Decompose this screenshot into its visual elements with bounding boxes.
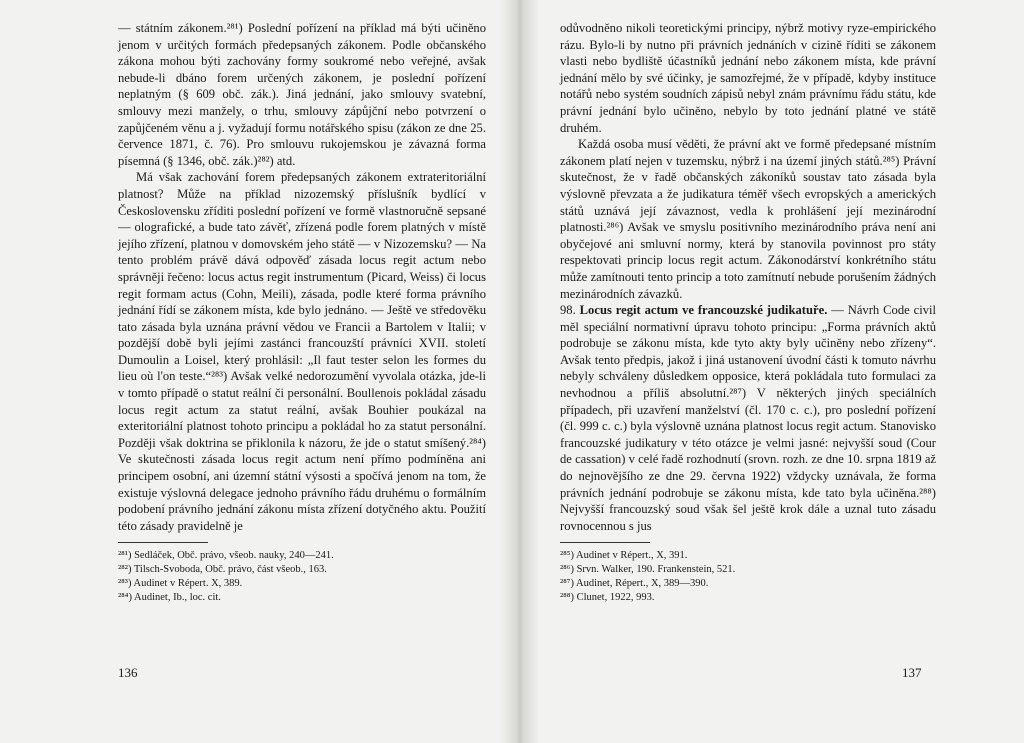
paragraph: odůvodněno nikoli teoretickými principy, nýbrž motivy ryze-empirického rázu. Bylo-li by nutno při právních jednáních v cizině říditi se zákonem vlasti nebo bydliště účastníků jednání nebo zákonem místa, kde právní jednání mělo by své účinky, je samozřejmé, že v případě, kdyby instituce notářů nebo systém soudních zápisů nebyl znám právnímu řádu státu, kde právní jednání bylo učiněno, nebylo by toto jednání platné ve státě druhém. — [560, 21, 936, 135]
section-title: Locus regit actum ve francouzské judikatuře. — [579, 303, 828, 318]
footnote: ²⁸⁵) Audinet v Répert., X, 391. — [560, 550, 688, 562]
section-paragraph — [560, 302, 936, 534]
paragraph: Má však zachování forem předepsaných zákonem extrateritoriální platnost? Může na příklad nizozemský příslušník bydlící v Československu zříditi poslední pořízení ve formě vlastnoručně sepsané — olografické, a bude tato závěť, zřízená podle forem platných v místě jejího zřízení, platnou v domovském jeho státě — v Nizozemsku? — Na tento problém právě dává odpověď zásada locus regit actum nebo správněji řečeno: locus actus regit instrumentum (Picard, Weiss) či locus regit formam actus (Cohn, Meili), zásada, podle které forma právního jednání řídí se zákonem místa, kde bylo jednáno. — Ještě ve středověku tato zásada byla uznána právní vědou ve Francii a Bartolem v Italii; v pozdější době byli jejími zastánci francouzští právníci XVII. století Dumoulin a Loisel, který prohlásil: „Il faut tester selon les formes du lieu où l'on teste.“²⁸³) Avšak velké nedorozumění vyvolala otázka, jde-li v tomto případě o statut reální či personální. Boullenois pokládal zásadu locus regit actum za statut reální, avšak Bouhier poukázal na exteritoriální platnost tohoto principu a pokládal ho za statut personální. Později však doktrina se přiklonila k názoru, že jde o statut smíšený.²⁸⁴) Ve skutečnosti zásada locus regit actum není přímo podmíněna ani principem osobní, ani územní státní výsosti a spočívá jenom na tom, že existuje výslovná delegace jednoho právního řádu druhému o formálním podobení právního jednání zákonu místa zřízení dotyčného aktu. Použití této zásady pravidelně je — [118, 170, 486, 533]
section-number: 98. — [560, 303, 576, 318]
right-text-column — [560, 20, 936, 605]
footnote-divider — [560, 542, 650, 543]
footnotes — [118, 549, 486, 605]
footnote: ²⁸⁷) Audinet, Répert., X, 389—390. — [560, 578, 709, 590]
paragraph: Každá osoba musí věděti, že právní akt ve formě předepsané místním zákonem platí nejen v tuzemsku, nýbrž i na území jiných států.²⁸⁵) Právní skutečnost, že v řadě občanských zákoníků soustav tato zásada byla výslovně převzata a že judikatura téměř všech evropských a amerických států uznává její závaznost, vedla k prohlášení její mezinárodní platnosti.²⁸⁶) Avšak ve smyslu positivního mezinárodního práva není ani obyčejové ani smluvní normy, která by stanovila povinnost pro státy respektovati princip locus regit actum. Zákonodárství konkrétního státu může zamítnouti tento princip a toto zamítnutí nebude porušením žádných mezinárodních závazků. — [560, 137, 936, 301]
footnote: ²⁸⁸) Clunet, 1922, 993. — [560, 592, 655, 604]
footnote: ²⁸¹) Sedláček, Obč. právo, všeob. nauky, 240—241. — [118, 550, 334, 562]
section-text: — Návrh Code civil měl speciální normativní úpravu tohoto principu: „Forma právních aktů podrobuje se zákonu místa, kde tyto akty byly učiněny nebo zřízeny“. Avšak tento předpis, jakož i jiná ustanovení úvodní části k tomuto návrhu nebyly schváleny důsledkem opposice, která pokládala tuto formulaci za nevhodnou a příliš absolutní.²⁸⁷) V některých jiných speciálních případech, při uzavření manželství (čl. 170 c. c.), pro poslední pořízení (čl. 999 c. c.) byla výslovně uznána platnost locus regit actum. Stanovisko francouzské judikatury v této otázce je velmi jasné: nejvyšší soud (Cour de cassation) v celé řadě rozhodnutí (srovn. rozh. ze dne 10. srpna 1819 až do nejnovějšího ze dne 29. června 1922) vždycky uznávala, že forma právních jednání podrobuje se zákonu místa, kde tato byla učiněna.²⁸⁸) Nejvyšší francouzský soud však šel ještě krok dále a uznal tuto zásadu rovnocennou s jus — [560, 303, 936, 533]
right-page — [512, 0, 1024, 743]
page-number: 137 — [902, 665, 922, 680]
footnote-divider — [118, 542, 208, 543]
page-number: 136 — [118, 665, 138, 680]
footnote: ²⁸²) Tilsch-Svoboda, Obč. právo, část všeob., 163. — [118, 564, 327, 576]
left-text-column — [118, 20, 486, 605]
footnote: ²⁸³) Audinet v Répert. X, 389. — [118, 578, 243, 590]
paragraph: — státním zákonem.²⁸¹) Poslední pořízení na příklad má býti učiněno jenom v určitých formách předepsaných zákonem. Podle občanského zákona mohou býti zachovány formy soukromé nebo veřejné, avšak nebude-li dbáno forem určených zákonem, je poslední pořízení neplatným (§ 609 obč. zák.). Jiná jednání, jako smlouvy svatební, smlouvy mezi manžely, o trhu, smlouvy zápůjční nebo potvrzení o zapůjčeném věnu a j. vyžadují formu notářského spisu (zákon ze dne 25. července 1871, č. 76). Pro smlouvu rukojemskou je závazná forma písemná (§ 1346, obč. zák.)²⁸²) atd. — [118, 21, 486, 168]
footnote: ²⁸⁶) Srvn. Walker, 190. Frankenstein, 521. — [560, 564, 736, 576]
footnote: ²⁸⁴) Audinet, Ib., loc. cit. — [118, 592, 221, 604]
footnotes — [560, 549, 936, 605]
